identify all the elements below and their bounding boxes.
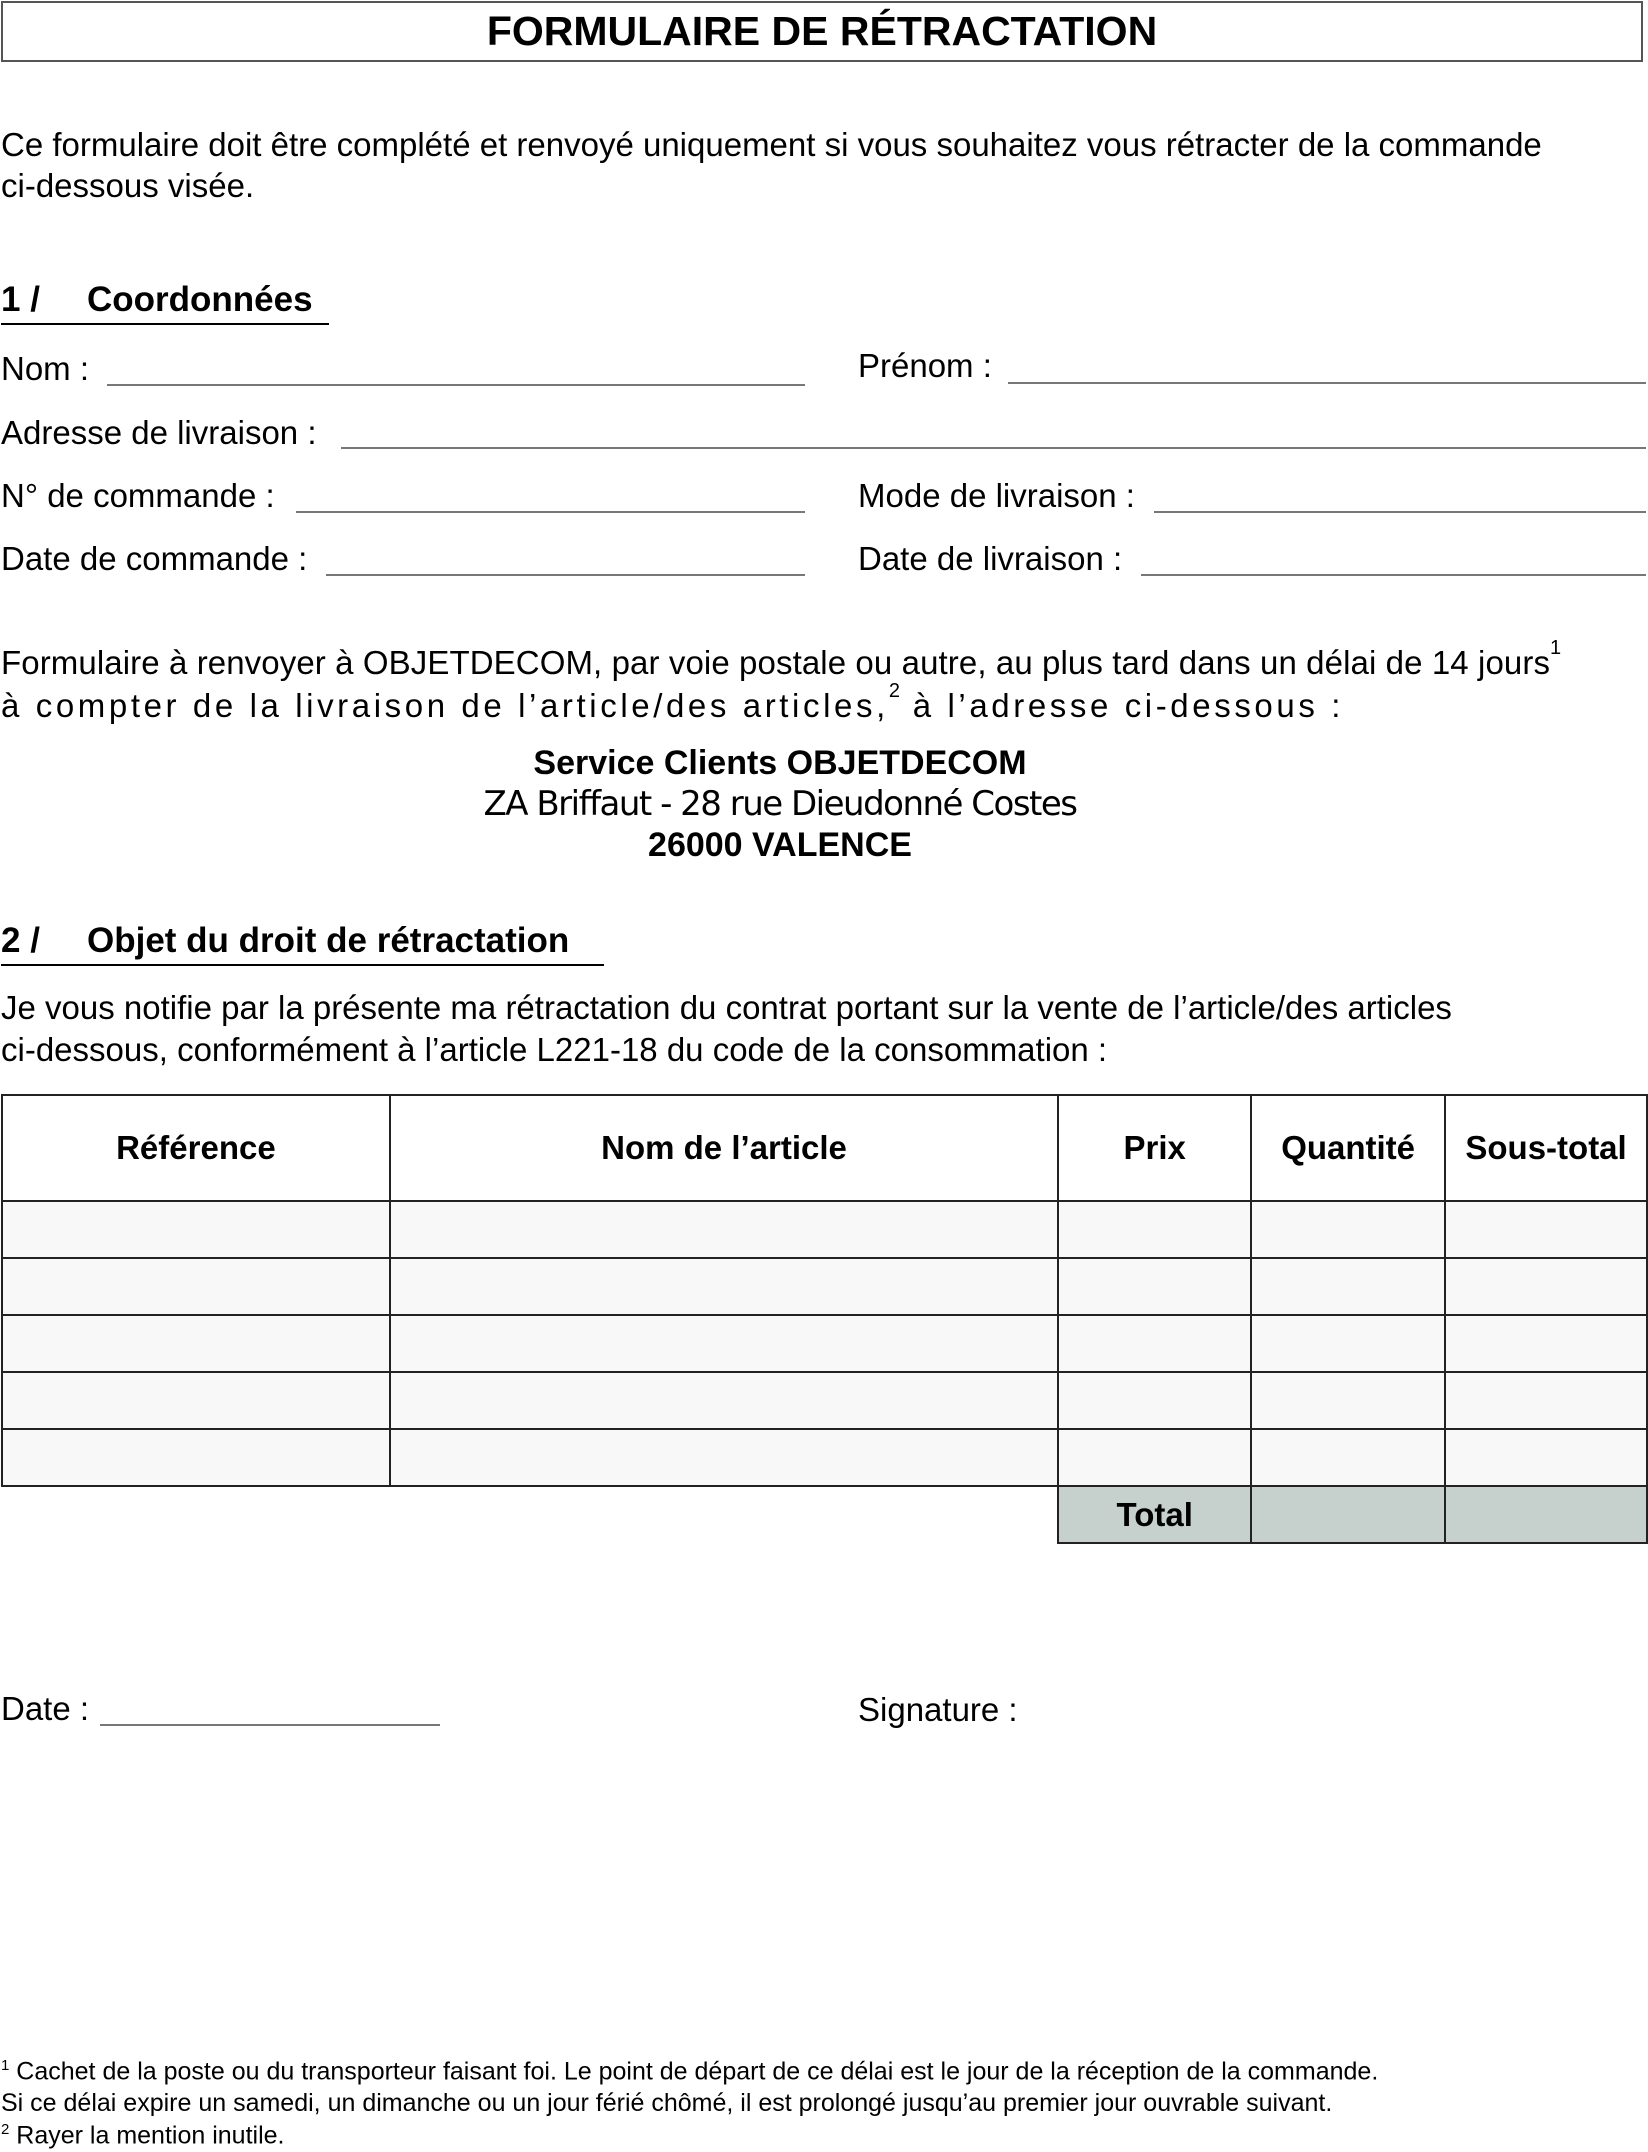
date-commande-label: Date de commande :	[1, 540, 308, 577]
total-spacer	[2, 1486, 390, 1543]
header-nom-article: Nom de l’article	[390, 1095, 1058, 1201]
date-label: Date :	[1, 1690, 90, 1727]
cell-quantite[interactable]	[1251, 1315, 1445, 1372]
section-2-heading	[1, 923, 604, 966]
form-title: FORMULAIRE DE RÉTRACTATION	[1, 1, 1643, 62]
footnote-1-line-1	[1, 2058, 1378, 2084]
total-row	[2, 1486, 1647, 1543]
total-sous-total-cell[interactable]	[1445, 1486, 1647, 1543]
cell-nom-article[interactable]	[390, 1201, 1058, 1258]
adresse-label: Adresse de livraison :	[1, 414, 317, 451]
date-commande-field[interactable]	[326, 574, 805, 576]
send-notice-text-2-end: à l’adresse ci-dessous :	[899, 687, 1344, 724]
cell-sous-total[interactable]	[1445, 1315, 1647, 1372]
cell-prix[interactable]	[1058, 1201, 1251, 1258]
footnote-ref-2: 2	[888, 680, 900, 702]
send-notice-text-2: à compter de la livraison de l’article/des articles,	[1, 687, 889, 724]
table-row	[2, 1315, 1647, 1372]
total-quantite-cell[interactable]	[1251, 1486, 1445, 1543]
intro-line-2: ci-dessous visée.	[1, 167, 255, 204]
header-prix: Prix	[1058, 1095, 1251, 1201]
footnote-1-line-2: Si ce délai expire un samedi, un dimanche ou un jour férié chômé, il est prolongé jusqu’au premier jour ouvrable suivant.	[1, 2089, 1333, 2117]
cell-reference[interactable]	[2, 1429, 390, 1486]
mode-livraison-field[interactable]	[1154, 511, 1646, 513]
total-spacer	[390, 1486, 1058, 1543]
items-table	[1, 1094, 1648, 1544]
cell-reference[interactable]	[2, 1201, 390, 1258]
header-quantite: Quantité	[1251, 1095, 1445, 1201]
table-row	[2, 1372, 1647, 1429]
section-1-heading	[1, 282, 329, 325]
table-row	[2, 1429, 1647, 1486]
cell-nom-article[interactable]	[390, 1372, 1058, 1429]
cell-nom-article[interactable]	[390, 1315, 1058, 1372]
cell-sous-total[interactable]	[1445, 1429, 1647, 1486]
section-2-number: 2 /	[1, 921, 40, 960]
send-notice-text-1: Formulaire à renvoyer à OBJETDECOM, par voie postale ou autre, au plus tard dans un délai de 14 jours	[1, 644, 1551, 681]
section-2-text-1: Je vous notifie par la présente ma rétractation du contrat portant sur la vente de l’article/des articles	[1, 989, 1452, 1026]
address-street: ZA Briffaut - 28 rue Dieudonné Costes	[483, 784, 1077, 824]
signature-area[interactable]	[1030, 1680, 1630, 1800]
date-livraison-label: Date de livraison :	[858, 540, 1123, 577]
cell-reference[interactable]	[2, 1258, 390, 1315]
address-name: Service Clients OBJETDECOM	[533, 744, 1027, 782]
cell-sous-total[interactable]	[1445, 1258, 1647, 1315]
table-row	[2, 1201, 1647, 1258]
total-label: Total	[1058, 1486, 1251, 1543]
cell-quantite[interactable]	[1251, 1258, 1445, 1315]
num-commande-label: N° de commande :	[1, 477, 275, 514]
header-sous-total: Sous-total	[1445, 1095, 1647, 1201]
table-header-row	[2, 1095, 1647, 1201]
cell-quantite[interactable]	[1251, 1201, 1445, 1258]
cell-quantite[interactable]	[1251, 1372, 1445, 1429]
cell-reference[interactable]	[2, 1315, 390, 1372]
cell-prix[interactable]	[1058, 1429, 1251, 1486]
nom-field[interactable]	[107, 384, 805, 386]
adresse-field[interactable]	[341, 447, 1646, 449]
signature-label: Signature :	[858, 1691, 1018, 1728]
prenom-label: Prénom :	[858, 347, 992, 384]
address-city: 26000 VALENCE	[648, 826, 912, 864]
section-2-text-2: ci-dessous, conformément à l’article L221-18 du code de la consommation :	[1, 1031, 1108, 1068]
cell-reference[interactable]	[2, 1372, 390, 1429]
footnote-ref-1: 1	[1550, 637, 1562, 659]
footnote-2-mark: 2	[1, 2121, 10, 2138]
prenom-field[interactable]	[1008, 382, 1646, 384]
cell-nom-article[interactable]	[390, 1258, 1058, 1315]
footnote-2-line-1	[1, 2122, 284, 2148]
cell-nom-article[interactable]	[390, 1429, 1058, 1486]
intro-line-1: Ce formulaire doit être complété et renvoyé uniquement si vous souhaitez vous rétracter de la commande	[1, 126, 1542, 163]
num-commande-field[interactable]	[296, 511, 805, 513]
section-2-title: Objet du droit de rétractation	[87, 921, 570, 960]
cell-prix[interactable]	[1058, 1372, 1251, 1429]
send-notice-line-2	[1, 680, 1344, 724]
section-1-title: Coordonnées	[87, 280, 313, 319]
nom-label: Nom :	[1, 350, 90, 387]
cell-prix[interactable]	[1058, 1258, 1251, 1315]
footnote-1-mark: 1	[1, 2057, 10, 2074]
footnote-1-text-1: Cachet de la poste ou du transporteur faisant foi. Le point de départ de ce délai est le jour de la réception de la commande.	[9, 2057, 1379, 2086]
cell-sous-total[interactable]	[1445, 1201, 1647, 1258]
cell-quantite[interactable]	[1251, 1429, 1445, 1486]
send-notice-line-1	[1, 637, 1562, 681]
date-livraison-field[interactable]	[1141, 574, 1646, 576]
section-1-number: 1 /	[1, 280, 40, 319]
table-row	[2, 1258, 1647, 1315]
cell-sous-total[interactable]	[1445, 1372, 1647, 1429]
cell-prix[interactable]	[1058, 1315, 1251, 1372]
mode-livraison-label: Mode de livraison :	[858, 477, 1135, 514]
date-field[interactable]	[100, 1724, 440, 1726]
header-reference: Référence	[2, 1095, 390, 1201]
footnote-2-text: Rayer la mention inutile.	[9, 2121, 285, 2150]
